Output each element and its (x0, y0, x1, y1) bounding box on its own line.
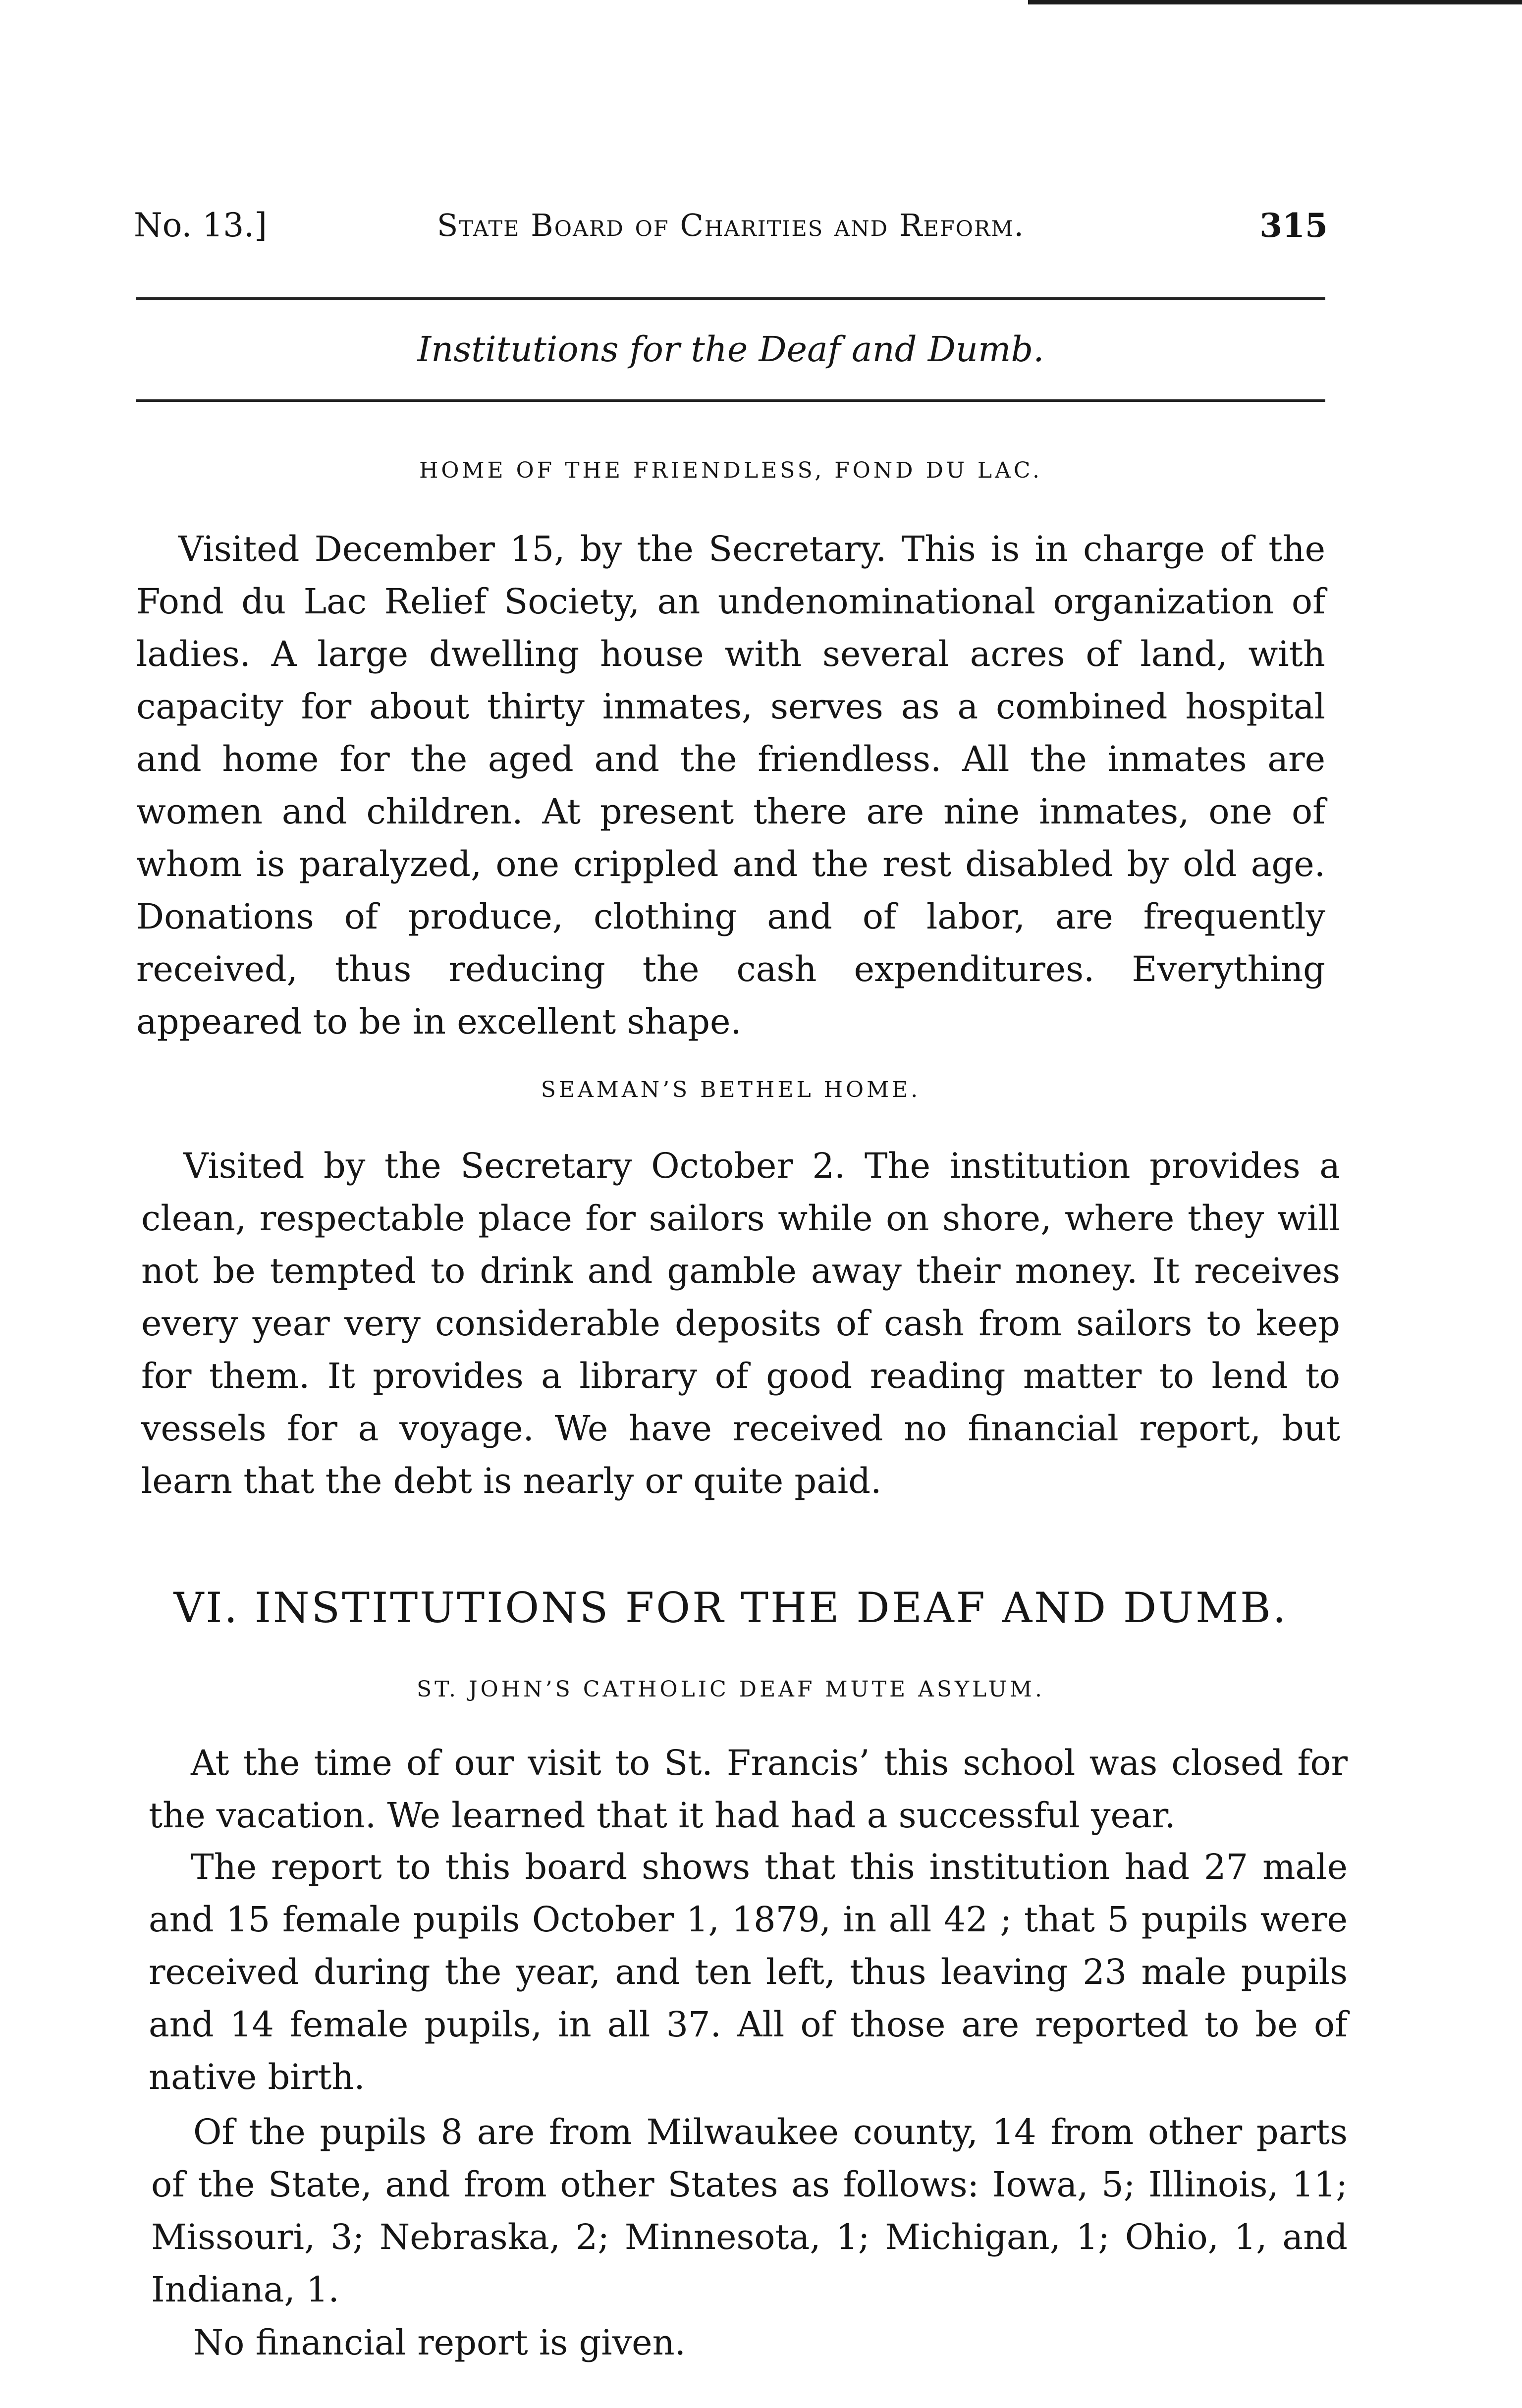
running-header (134, 203, 1328, 248)
document-number: No. 13.] (134, 206, 267, 244)
header-rule (136, 297, 1325, 300)
section-heading-st-johns-asylum: ST. JOHN’S CATHOLIC DEAF MUTE ASYLUM. (417, 1677, 1045, 1702)
paragraph-visit: At the time of our visit to St. Francis’ this school was closed for the vacation. We learned that it had had a successful year. (149, 1743, 1348, 1836)
paragraph-pupil-report: The report to this board shows that this institution had 27 male and 15 female pupils October 1, 1879, in all 42 ; that 5 pupils were received during the year, and ten left, thus leaving 23 male pupils and 14 female pupils, in all 37. All of those are reported to be of native birth. (149, 1847, 1348, 2097)
section-heading-home-of-the-friendless: HOME OF THE FRIENDLESS, FOND DU LAC. (419, 458, 1042, 483)
subheader-rule (136, 399, 1325, 402)
paragraph-seamans-bethel-home: Visited by the Secretary October 2. The institution provides a clean, respectable place for sailors while on shore, where they will not be tempted to drink and gamble away their money. It receives every year very considerable deposits of cash from sailors to keep for them. It provides a library of good reading matter to lend to vessels for a voyage. We have received no financial report, but learn that the debt is nearly or quite paid. (141, 1146, 1340, 1501)
paragraph-home-of-the-friendless: Visited December 15, by the Secretary. This is in charge of the Fond du Lac Relief Society, an undenominational organization of ladies. A large dwelling house with several acres of land, with capacity for about thirty inmates, serves as a combined hospital and home for the aged and the friendless. All the inmates are women and children. At present there are nine inmates, one of whom is paralyzed, one crippled and the rest disabled by old age. Donations of produce, clothing and of labor, are frequently received, thus reducing the cash expenditures. Everything appeared to be in excellent shape. (136, 529, 1325, 1042)
section-heading-seamans-bethel-home: SEAMAN’S BETHEL HOME. (541, 1077, 921, 1102)
running-title: State Board of Charities and Reform. (436, 207, 1025, 243)
paragraph-pupil-origins: Of the pupils 8 are from Milwaukee county, 14 from other parts of the State, and from other States as follows: Iowa, 5; Illinois, 11; Missouri, 3; Nebraska, 2; Minnesota, 1; Michigan, 1; Ohio, 1, and Indiana, 1. (151, 2112, 1348, 2310)
page-subheader: Institutions for the Deaf and Dumb. (417, 329, 1044, 370)
paragraph-financial-note: No financial report is given. (193, 2322, 686, 2363)
top-edge-rule (1028, 0, 1522, 4)
page-number: 315 (1259, 206, 1328, 245)
major-section-heading: VI. INSTITUTIONS FOR THE DEAF AND DUMB. (173, 1584, 1288, 1632)
